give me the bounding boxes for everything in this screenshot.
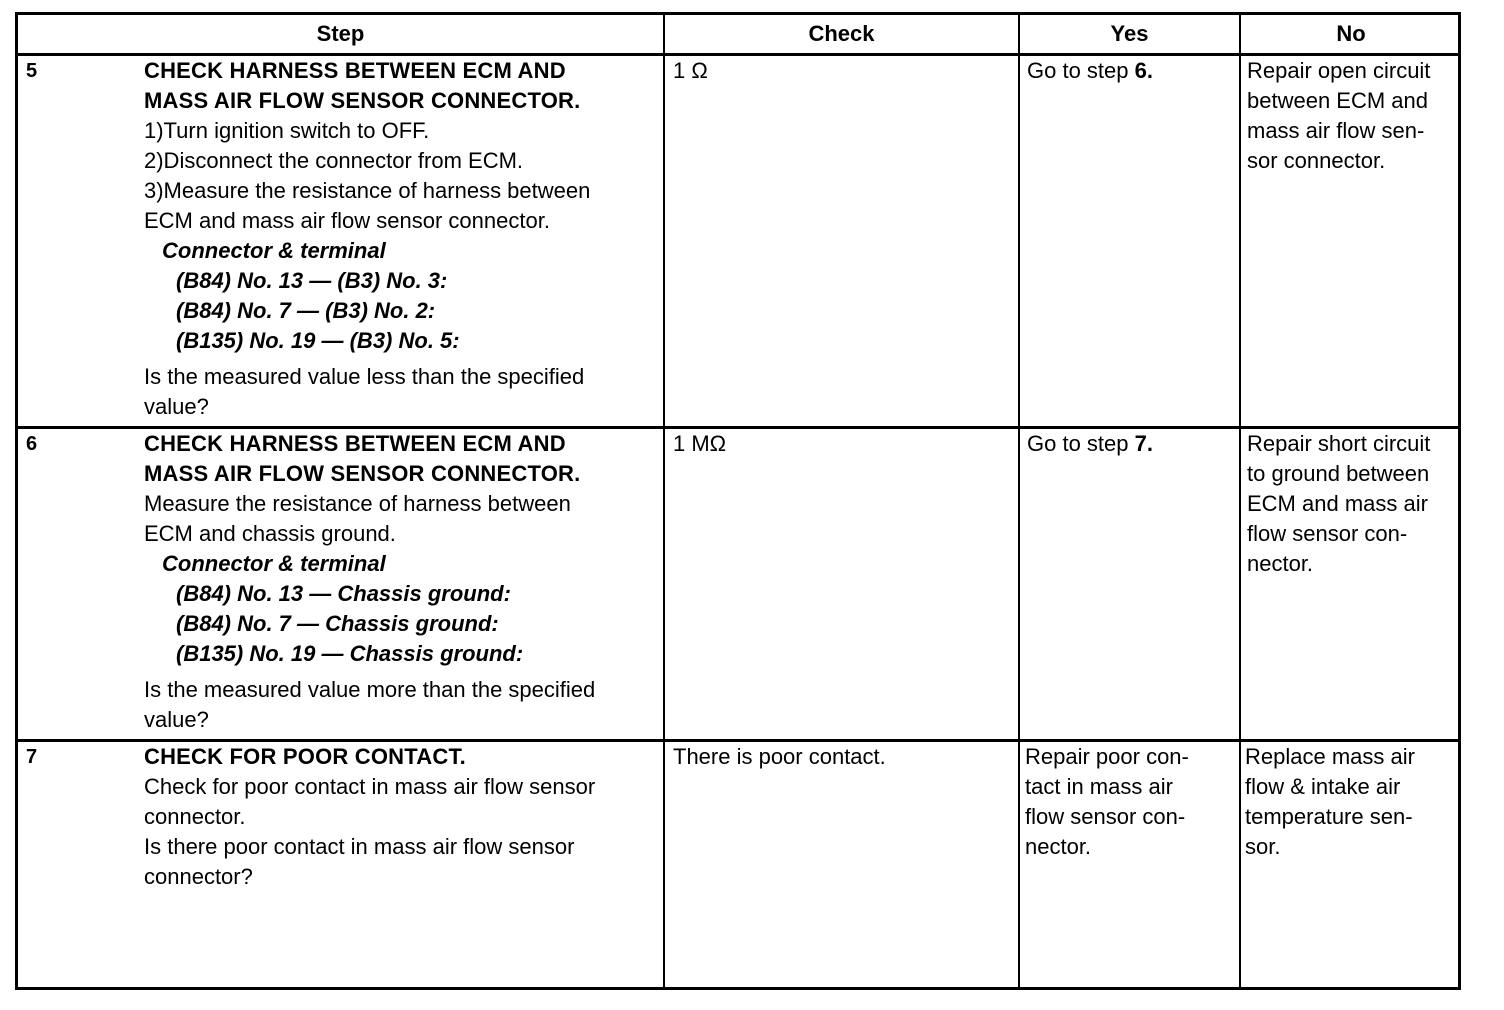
check-value: 1 MΩ [673,431,727,456]
no-action [1247,429,1430,579]
connector-spec: (B135) No. 19 — Chassis ground: [176,641,524,666]
yes-prefix: Go to step [1027,431,1135,456]
connector-spec: (B84) No. 13 — (B3) No. 3: [176,268,448,293]
yes-prefix: Go to step [1027,58,1135,83]
header-check: Check [808,21,875,46]
step-description [144,742,659,892]
no-line: flow & intake air [1245,774,1401,799]
yes-action [1027,429,1153,459]
no-line: between ECM and [1247,88,1428,113]
step-number: 6 [26,433,38,455]
yes-step: 7. [1134,431,1153,456]
connector-spec: (B135) No. 19 — (B3) No. 5: [176,328,460,353]
no-line: nector. [1247,551,1314,576]
yes-line: nector. [1025,834,1092,859]
column-divider-check-yes [1018,15,1020,987]
instruction-line: 3)Measure the resistance of harness between [144,178,591,203]
step-description [144,429,659,735]
instruction-line: connector? [144,864,253,889]
instruction-line: Measure the resistance of harness between [144,491,571,516]
step-title: CHECK FOR POOR CONTACT. [144,744,466,769]
instruction-line: 1)Turn ignition switch to OFF. [144,118,430,143]
no-line: to ground between [1247,461,1430,486]
no-line: sor. [1245,834,1281,859]
no-line: ECM and mass air [1247,491,1428,516]
yes-line: flow sensor con- [1025,804,1186,829]
connector-spec: (B84) No. 7 — (B3) No. 2: [176,298,436,323]
question-line: Is the measured value more than the specified [144,677,596,702]
header-step: Step [316,21,365,46]
yes-line: tact in mass air [1025,774,1173,799]
step-number: 7 [26,746,38,768]
step-title: CHECK HARNESS BETWEEN ECM AND [144,58,566,83]
instruction-line: ECM and mass air flow sensor connector. [144,208,550,233]
instruction-line: 2)Disconnect the connector from ECM. [144,148,524,173]
connector-spec: (B84) No. 13 — Chassis ground: [176,581,511,606]
instruction-line: Is there poor contact in mass air flow sensor [144,834,575,859]
check-value: There is poor contact. [673,744,886,769]
no-line: flow sensor con- [1247,521,1408,546]
yes-line: Repair poor con- [1025,744,1189,769]
question-line: Is the measured value less than the specified [144,364,585,389]
no-line: sor connector. [1247,148,1386,173]
column-divider-yes-no [1239,15,1241,987]
step-title: MASS AIR FLOW SENSOR CONNECTOR. [144,461,581,486]
no-line: Repair short circuit [1247,431,1431,456]
no-line: Replace mass air [1245,744,1415,769]
no-action [1245,742,1415,862]
connector-spec: (B84) No. 7 — Chassis ground: [176,611,499,636]
yes-action [1027,56,1153,86]
instruction-line: Check for poor contact in mass air flow sensor [144,774,596,799]
yes-step: 6. [1134,58,1153,83]
step-number: 5 [26,60,38,82]
no-line: temperature sen- [1245,804,1413,829]
column-divider-step-check [663,15,665,987]
step-description [144,56,659,422]
header-yes: Yes [1110,21,1149,46]
yes-action [1025,742,1189,862]
no-line: Repair open circuit [1247,58,1431,83]
step-title: CHECK HARNESS BETWEEN ECM AND [144,431,566,456]
question-line: value? [144,394,209,419]
header-no: No [1336,21,1366,46]
instruction-line: connector. [144,804,246,829]
question-line: value? [144,707,209,732]
diagnostic-table [15,12,1461,990]
check-value: 1 Ω [673,58,708,83]
no-line: mass air flow sen- [1247,118,1425,143]
no-action [1247,56,1430,176]
step-title: MASS AIR FLOW SENSOR CONNECTOR. [144,88,581,113]
connector-heading: Connector & terminal [162,551,386,576]
connector-heading: Connector & terminal [162,238,386,263]
instruction-line: ECM and chassis ground. [144,521,396,546]
